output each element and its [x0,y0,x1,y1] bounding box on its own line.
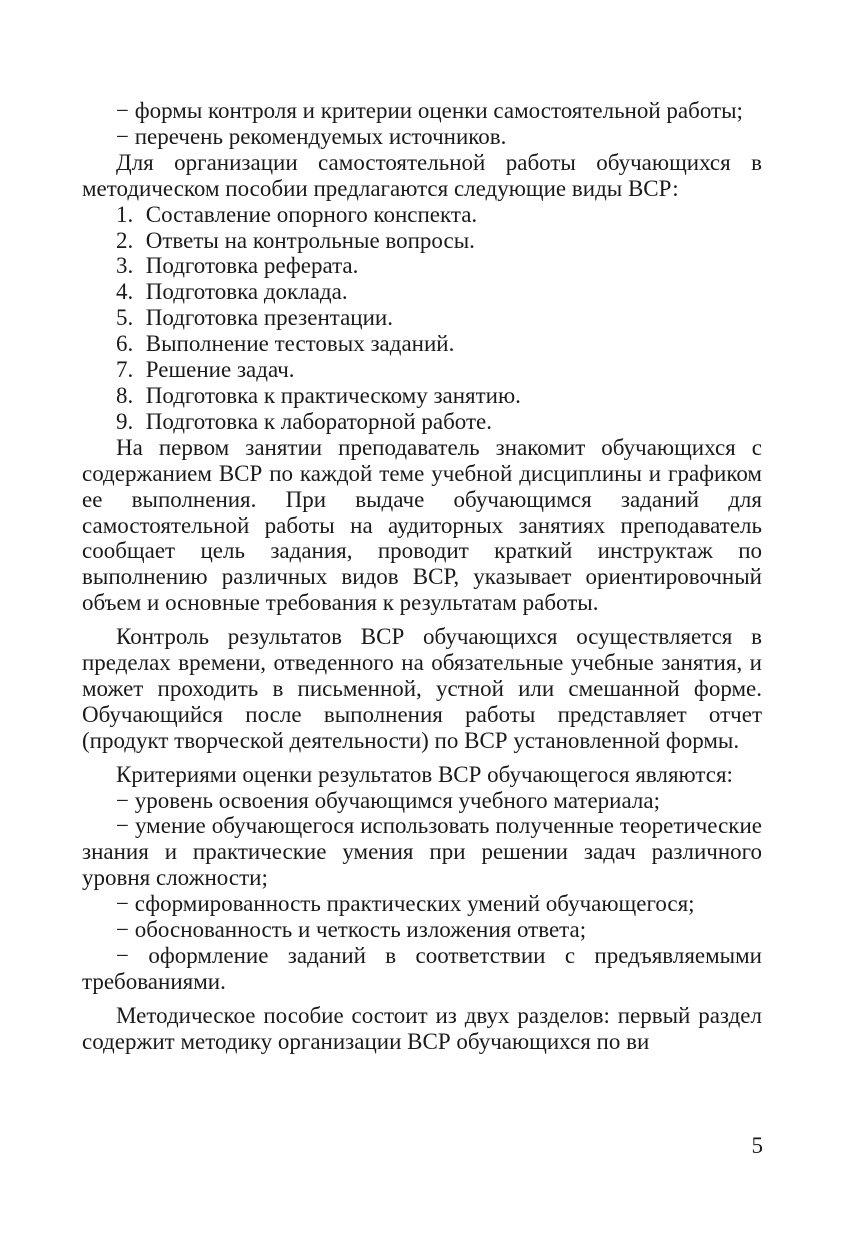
list-text: Подготовка к практическому занятию. [145,382,521,408]
paragraph-first-lesson: На первом занятии преподаватель знакомит обучающихся с содержанием ВСР по каждой теме учебной дисциплины и графиком ее выполнения. При выдаче обучающимся заданий для самостоятельной работы на аудиторных занятиях преподаватель сообщает цель задания, проводит краткий инструктаж по выполнению различных видов ВСР, указывает ориентировочный объем и основные требования к результатам работы. [82,434,762,616]
list-text: Подготовка презентации. [145,305,393,331]
list-number: 3. [116,253,134,279]
list-text: Подготовка реферата. [145,253,359,279]
intro-paragraph: Для организации самостоятельной работы обучающихся в методическом пособии предлагаются следующие виды ВСР: [82,149,762,201]
list-item [82,279,762,305]
list-item [82,202,762,228]
list-number: 9. [116,408,134,434]
list-number: 5. [116,305,134,331]
list-text: Составление опорного конспекта. [145,201,478,227]
list-text: Ответы на контрольные вопросы. [145,227,475,253]
list-number: 2. [116,227,134,253]
page-number: 5 [751,1133,763,1158]
criteria-item: − сформированность практических умений обучающегося; [116,891,695,917]
criteria-item: − оформление заданий в соответствии с предъявляемыми требованиями. [82,943,762,994]
criteria-item: − обоснованность и четкость изложения ответа; [116,917,587,943]
list-item [82,409,762,435]
criteria-item: − уровень освоения обучающимся учебного материала; [116,787,660,813]
list-text: Подготовка к лабораторной работе. [145,408,493,434]
list-text: Решение задач. [145,357,295,383]
list-number: 4. [116,279,134,305]
intro-dash-item: − формы контроля и критерии оценки самостоятельной работы; [116,98,743,123]
list-text: Подготовка доклада. [145,279,348,305]
paragraph-control: Контроль результатов ВСР обучающихся осуществляется в пределах времени, отведенного на обязательные учебные занятия, и может проходить в письменной, устной или смешанной форме. Обучающийся после выполнения работы представляет отчет (продукт творческой деятельности) по ВСР установленной формы. [82,624,762,753]
list-number: 1. [116,201,134,227]
list-text: Выполнение тестовых заданий. [145,331,455,357]
list-number: 8. [116,382,134,408]
list-number: 6. [116,331,134,357]
list-item [82,228,762,254]
list-item [82,305,762,331]
vsr-list [82,202,762,435]
paragraph-criteria-intro: Критериями оценки результатов ВСР обучающегося являются: [116,761,733,787]
list-item [82,357,762,383]
list-number: 7. [116,357,134,383]
paragraph-sections: Методическое пособие состоит из двух разделов: первый раздел содержит методику организации ВСР обучающихся по ви [82,1002,762,1054]
list-item [82,331,762,357]
page-body [82,98,762,1055]
intro-dash-item: − перечень рекомендуемых источников. [116,123,507,149]
criteria-item: − умение обучающегося использовать полученные теоретические знания и практические умения при решении задач различного уровня сложности; [82,813,762,891]
list-item [82,253,762,279]
criteria-list [82,788,762,995]
list-item [82,383,762,409]
